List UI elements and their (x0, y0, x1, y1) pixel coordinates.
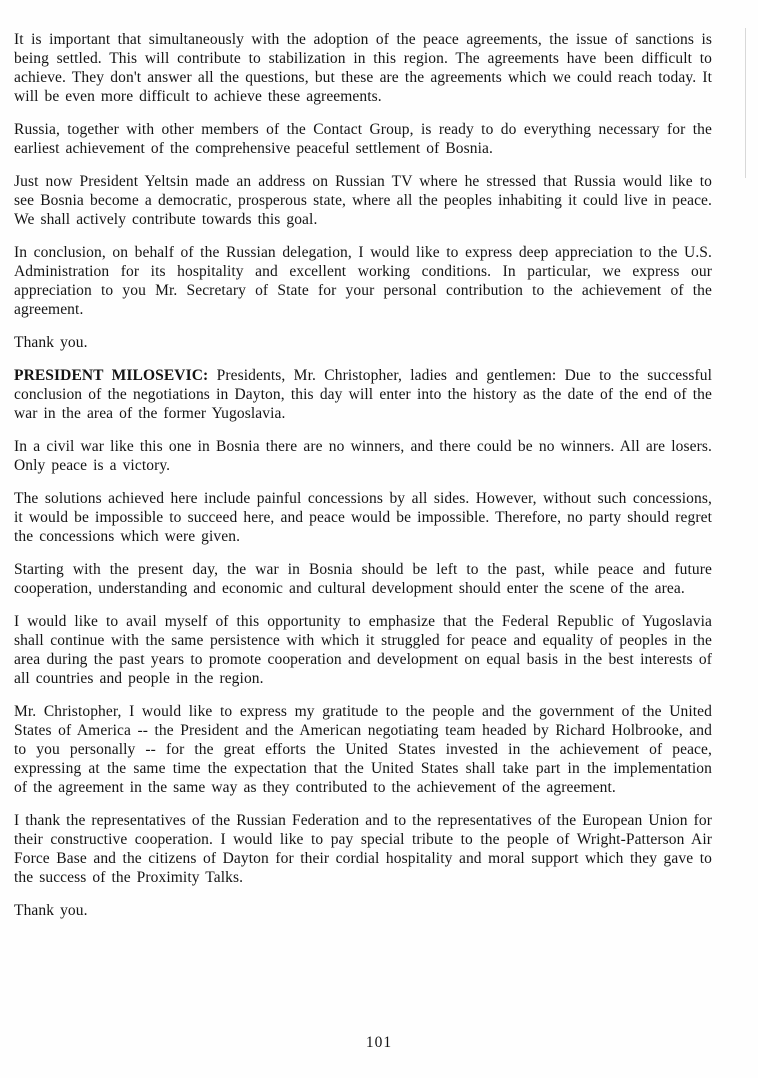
paragraph: Thank you. (14, 334, 88, 351)
page-number: 101 (365, 1034, 393, 1051)
paragraph: Just now President Yeltsin made an address on Russian TV where he stressed that Russia would like to see Bosnia become a democratic, prosperous state, where all the peoples inhabiting it could live in peace. We shall actively contribute towards this goal. (14, 173, 712, 228)
paragraph: Mr. Christopher, I would like to express my gratitude to the people and the government of the United States of America -- the President and the American negotiating team headed by Richard Holbrooke, and to you personally -- for the great efforts the United States invested in the achievement of peace, expressing at the same time the expectation that the United States shall take part in the implementation of the agreement in the same way as they contributed to the achievement of the agreement. (14, 703, 712, 796)
paragraph: Starting with the present day, the war in Bosnia should be left to the past, while peace and future cooperation, understanding and economic and cultural development should enter the scene of the area. (14, 561, 712, 597)
paragraph: Russia, together with other members of the Contact Group, is ready to do everything necessary for the earliest achievement of the comprehensive peaceful settlement of Bosnia. (14, 121, 712, 157)
document-body (14, 30, 712, 920)
speech-text: Presidents, Mr. Christopher, ladies and gentlemen: Due to the successful conclusion of the negotiations in Dayton, this day will enter into the history as the date of the end of the war in the area of the former Yugoslavia. (14, 367, 712, 422)
paragraph: In conclusion, on behalf of the Russian delegation, I would like to express deep appreciation to the U.S. Administration for its hospitality and excellent working conditions. In particular, we express our appreciation to you Mr. Secretary of State for your personal contribution to the achievement of the agreement. (14, 244, 712, 318)
paragraph: In a civil war like this one in Bosnia there are no winners, and there could be no winners. All are losers. Only peace is a victory. (14, 438, 712, 474)
paragraph: It is important that simultaneously with the adoption of the peace agreements, the issue of sanctions is being settled. This will contribute to stabilization in this region. The agreements have been difficult to achieve. They don't answer all the questions, but these are the agreements which we could reach today. It will be even more difficult to achieve these agreements. (14, 31, 712, 105)
paragraph-speaker-milosevic (14, 366, 712, 423)
speaker-label: PRESIDENT MILOSEVIC: (14, 367, 209, 384)
paragraph: I would like to avail myself of this opportunity to emphasize that the Federal Republic of Yugoslavia shall continue with the same persistence with which it struggled for peace and equality of peoples in the area during the past years to promote cooperation and development on equal basis in the best interests of all countries and people in the region. (14, 613, 712, 687)
paragraph: Thank you. (14, 902, 88, 919)
scan-artifact-line (745, 28, 746, 178)
paragraph: I thank the representatives of the Russian Federation and to the representatives of the European Union for their constructive cooperation. I would like to pay special tribute to the people of Wright-Patterson Air Force Base and the citizens of Dayton for their cordial hospitality and moral support which they gave to the success of the Proximity Talks. (14, 812, 712, 886)
paragraph: The solutions achieved here include painful concessions by all sides. However, without such concessions, it would be impossible to succeed here, and peace would be impossible. Therefore, no party should regret the concessions which were given. (14, 490, 712, 545)
